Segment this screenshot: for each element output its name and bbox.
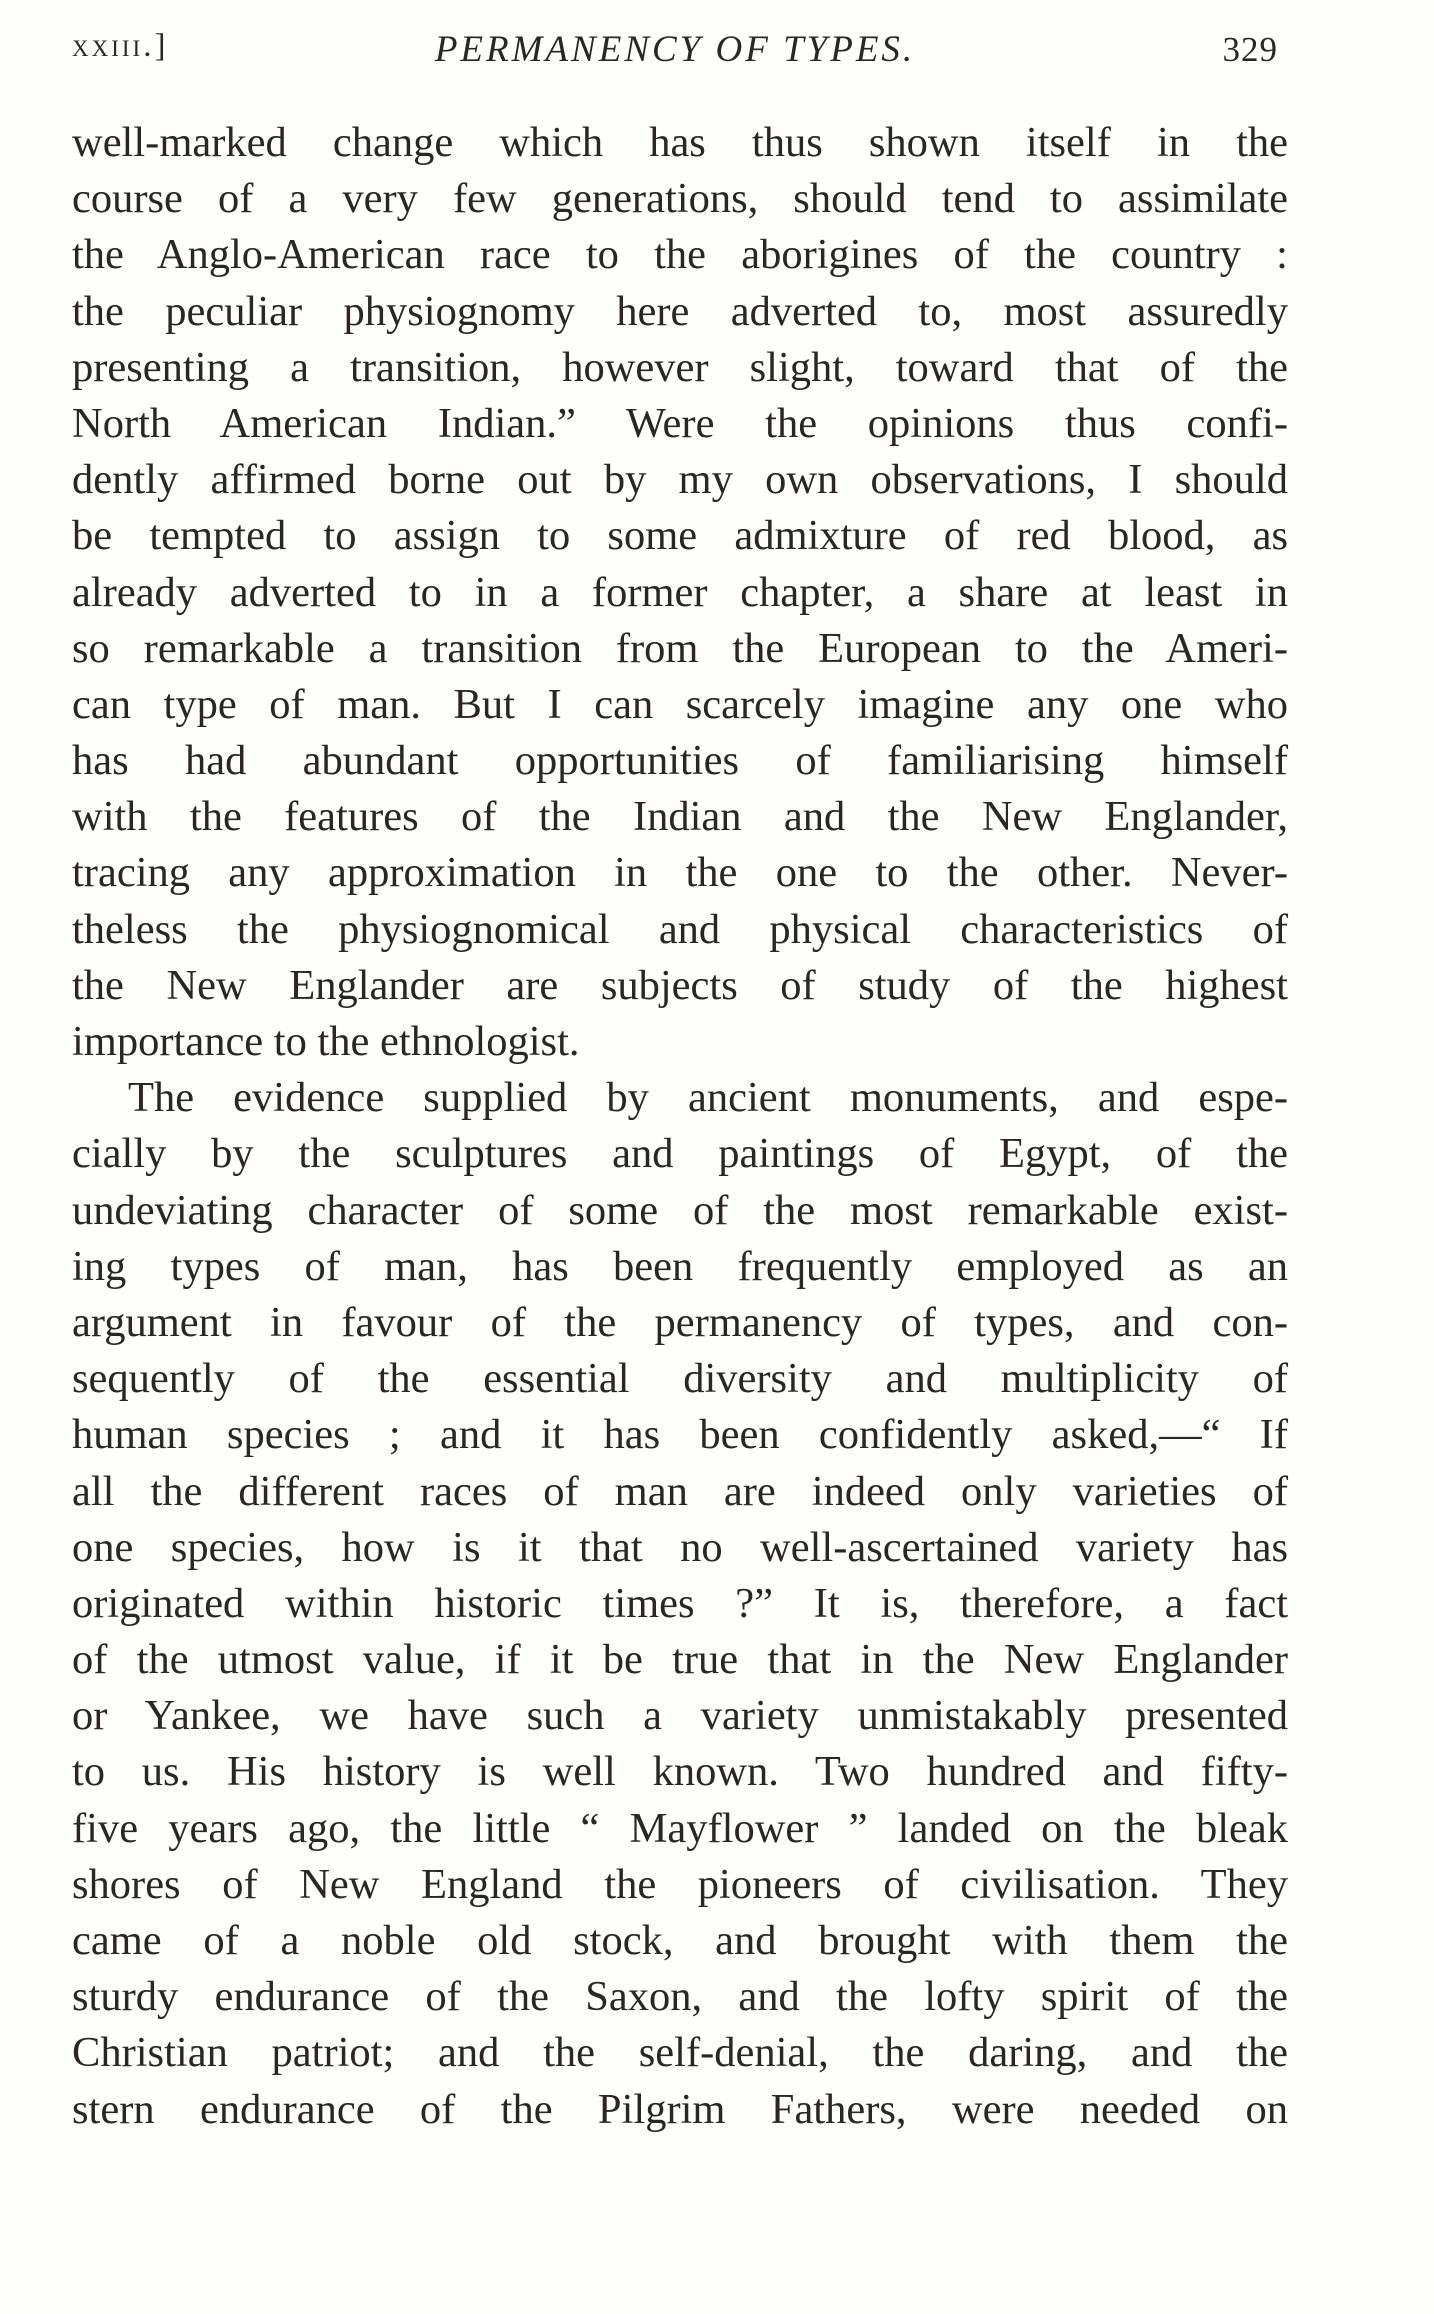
- text-line: shores of New England the pioneers of civilisation. They: [72, 1860, 1288, 1908]
- text-line: argument in favour of the permanency of types, and con-: [72, 1298, 1288, 1346]
- text-line: The evidence supplied by ancient monuments, and espe-: [128, 1074, 1288, 1122]
- text-line: so remarkable a transition from the European to the Ameri-: [72, 624, 1288, 672]
- text-line: ing types of man, has been frequently employed as an: [72, 1242, 1288, 1290]
- text-line: tracing any approximation in the one to the other. Never-: [72, 849, 1288, 897]
- page-number: 329: [1222, 30, 1278, 69]
- text-line: can type of man. But I can scarcely imagine any one who: [72, 680, 1288, 728]
- text-line: the New Englander are subjects of study of the highest: [72, 961, 1288, 1009]
- text-line: all the different races of man are indeed only varieties of: [72, 1467, 1288, 1515]
- body-text: [72, 115, 1288, 2138]
- text-line: one species, how is it that no well-ascertained variety has: [72, 1523, 1288, 1571]
- text-line: dently affirmed borne out by my own observations, I should: [72, 456, 1288, 504]
- text-line: of the utmost value, if it be true that in the New Englander: [72, 1636, 1288, 1684]
- paragraph: [72, 1070, 1288, 2138]
- text-line: undeviating character of some of the most remarkable exist-: [72, 1186, 1288, 1234]
- text-line: came of a noble old stock, and brought with them the: [72, 1917, 1288, 1964]
- text-line: well-marked change which has thus shown itself in the: [72, 119, 1288, 166]
- text-line: already adverted to in a former chapter, a share at least in: [72, 568, 1288, 616]
- text-line: be tempted to assign to some admixture of red blood, as: [72, 512, 1288, 560]
- text-line: five years ago, the little “ Mayflower ” landed on the bleak: [72, 1804, 1288, 1852]
- text-line: with the features of the Indian and the New Englander,: [72, 793, 1288, 841]
- text-line: has had abundant opportunities of familiarising himself: [72, 737, 1288, 785]
- text-line: the peculiar physiognomy here adverted to, most assuredly: [72, 287, 1288, 335]
- text-line: stern endurance of the Pilgrim Fathers, were needed on: [72, 2085, 1288, 2133]
- text-line: presenting a transition, however slight, toward that of the: [72, 343, 1288, 391]
- chapter-number: xxiii.]: [72, 28, 169, 64]
- text-line: course of a very few generations, should tend to assimilate: [72, 175, 1288, 223]
- paragraph: [72, 115, 1288, 1070]
- text-line: North American Indian.” Were the opinions thus confi-: [72, 399, 1288, 447]
- running-title: PERMANENCY OF TYPES.: [434, 29, 916, 70]
- running-head: [72, 28, 1278, 80]
- text-line: theless the physiognomical and physical characteristics of: [72, 905, 1288, 953]
- text-line: cially by the sculptures and paintings of Egypt, of the: [72, 1130, 1288, 1178]
- text-line: importance to the ethnologist.: [72, 1018, 580, 1065]
- text-line: the Anglo-American race to the aborigines of the country :: [72, 231, 1288, 279]
- text-line: or Yankee, we have such a variety unmistakably presented: [72, 1692, 1288, 1740]
- text-line: originated within historic times ?” It is, therefore, a fact: [72, 1579, 1288, 1627]
- text-line: Christian patriot; and the self-denial, the daring, and the: [72, 2029, 1288, 2077]
- text-line: human species ; and it has been confidently asked,—“ If: [72, 1411, 1288, 1459]
- text-line: to us. His history is well known. Two hundred and fifty-: [72, 1748, 1288, 1796]
- text-line: sturdy endurance of the Saxon, and the lofty spirit of the: [72, 1973, 1288, 2021]
- text-line: sequently of the essential diversity and multiplicity of: [72, 1355, 1288, 1403]
